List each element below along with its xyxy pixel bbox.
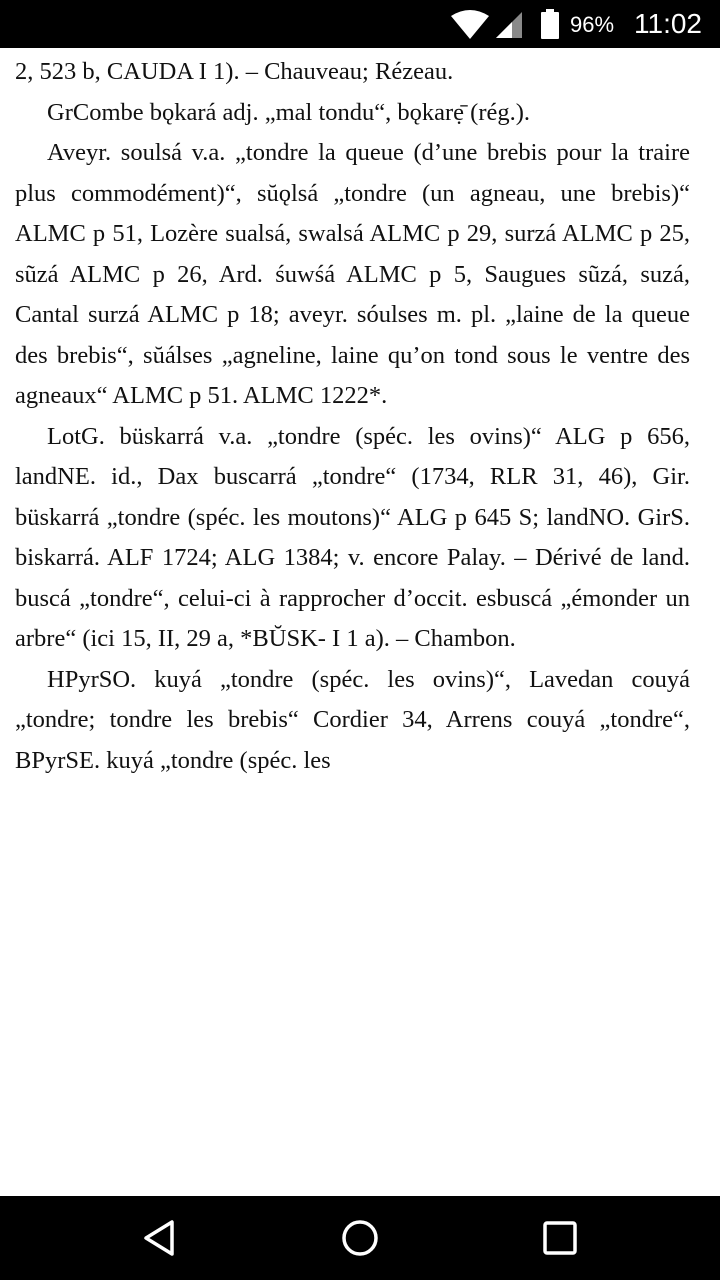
paragraph-aveyr: Aveyr. soulsá v.a. „tondre la queue (d’une brebis pour la traire plus commodément)“, sŭǫlsá „tondre (un agneau, une brebis)“ ALMC p 51, Lozère sualsá, swalsá ALMC p 29, surzá ALMC p 25, sũzá ALMC p 26, Ard. śuwśá ALMC p 5, Saugues sũzá, suzá, Cantal surzá ALMC p 18; aveyr. sóulses m. pl. „laine de la queue des brebis“, sŭálses „agneline, laine qu’on tond sous le ventre des agneaux“ ALMC p 51. ALMC 1222*. xyxy=(15,139,690,409)
paragraph-grcombe: GrCombe bǫkará adj. „mal tondu“, bǫkarẹ̄ (rég.). xyxy=(47,98,531,126)
navigation-bar xyxy=(0,1196,720,1280)
battery-icon xyxy=(540,9,560,39)
home-icon[interactable] xyxy=(338,1216,382,1260)
paragraph-lotg: LotG. büskarrá v.a. „tondre (spéc. les ovins)“ ALG p 656, landNE. id., Dax buscarrá „tondre“ (1734, RLR 31, 46), Gir. büskarrá „tondre (spéc. les moutons)“ ALG p 645 S; landNO. GirS. biskarrá. ALF 1724; ALG 1384; v. encore Palay. – Dérivé de land. buscá „tondre“, celui-ci à rapprocher d’occit. esbuscá „émonder un arbre“ (ici 15, II, 29 a, *BŬSK- I 1 a). – Chambon. xyxy=(15,422,690,652)
recents-icon[interactable] xyxy=(538,1216,582,1260)
back-icon[interactable] xyxy=(138,1216,182,1260)
clock: 11:02 xyxy=(634,8,702,39)
status-bar xyxy=(0,0,720,48)
page-text xyxy=(15,52,690,781)
battery-percent: 96% xyxy=(570,12,615,37)
paragraph-continuation: 2, 523 b, CAUDA I 1). – Chauveau; Rézeau. xyxy=(15,58,454,85)
cell-signal-icon xyxy=(494,10,524,40)
paragraph-hpyrso: HPyrSO. kuyá „tondre (spéc. les ovins)“, Lavedan couyá „tondre; tondre les brebis“ Cordier 34, Arrens couyá „tondre“, BPyrSE. kuyá „tondre (spéc. les xyxy=(15,665,690,774)
reader-page[interactable] xyxy=(0,48,720,1196)
wifi-icon xyxy=(450,10,490,40)
